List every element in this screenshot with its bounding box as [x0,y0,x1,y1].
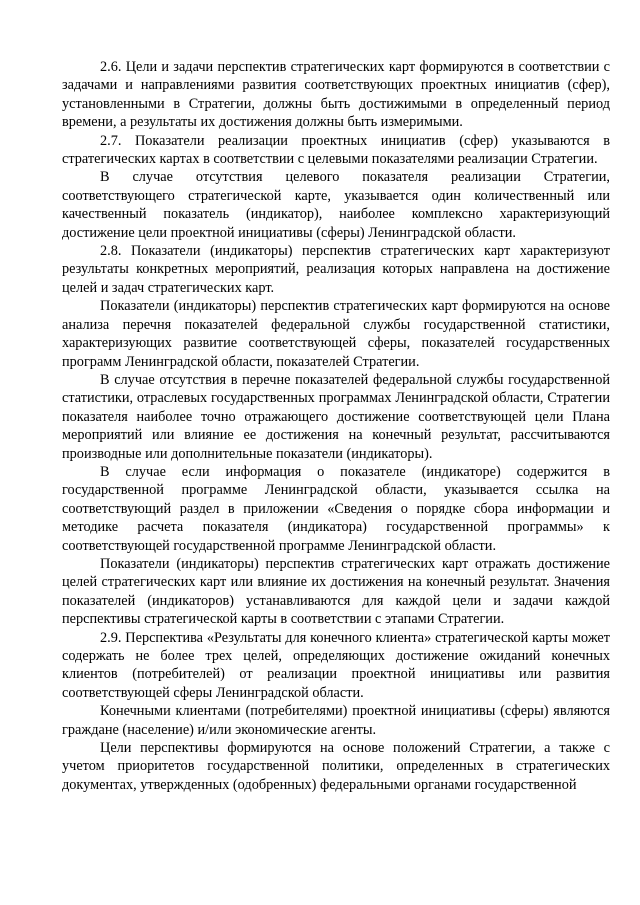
paragraph-2-7: 2.7. Показатели реализации проектных инициатив (сфер) указываются в стратегических картах в соответствии с целевыми показателями реализации Стратегии. [62,132,610,168]
paragraph-2-8-values: Показатели (индикаторы) перспектив стратегических карт отражать достижение целей стратегических карт или влияние их достижения на конечный результат. Значения показателей (индикаторов) устанавливаются для каждой цели и задачи каждой перспективы стратегической карты в соответствии с этапами Стратегии. [62,555,610,628]
document-page [62,58,610,794]
paragraph-2-9: 2.9. Перспектива «Результаты для конечного клиента» стратегической карты может содержать не более трех целей, определяющих достижение ожиданий конечных клиентов (потребителей) от реализации проектной инициативы или развития соответствующей сферы Ленинградской области. [62,629,610,701]
paragraph-2-8-reference: В случае если информация о показателе (индикаторе) содержится в государственной программе Ленинградской области, указывается ссылка на соответствующий раздел в приложении «Сведения о порядке сбора информации и методике расчета показателя (индикатора) государственной программы» к соответствующей государственной программе Ленинградской области. [62,463,610,554]
paragraph-2-7-no-target-indicator: В случае отсутствия целевого показателя реализации Стратегии, соответствующего стратегической карте, указывается один количественный или качественный показатель (индикатор), наиболее комплексно характеризующий достижение цели проектной инициативы (сферы) Ленинградской области. [62,169,610,241]
paragraph-2-8: 2.8. Показатели (индикаторы) перспектив стратегических карт характеризуют результаты конкретных мероприятий, реализация которых направлена на достижение целей и задач стратегических карт. [62,243,610,296]
paragraph-2-8-derived-indicators: В случае отсутствия в перечне показателей федеральной службы государственной статистики, отраслевых государственных программах Ленинградской области, Стратегии показателя наиболее точно отражающего достижение соответствующей цели Плана мероприятий или влияние ее достижения на конечный результат, рассчитываются производные или дополнительные показатели (индикаторы). [62,371,610,462]
paragraph-2-6: 2.6. Цели и задачи перспектив стратегических карт формируются в соответствии с задачами и направлениями развития соответствующих проектных инициатив (сфер), установленными в Стратегии, должны быть достижимыми в определенный период времени, а результаты их достижения должны быть измеримыми. [62,59,610,131]
paragraph-2-9-clients: Конечными клиентами (потребителями) проектной инициативы (сферы) являются граждане (население) и/или экономические агенты. [62,703,610,738]
paragraph-2-8-formation: Показатели (индикаторы) перспектив стратегических карт формируются на основе анализа перечня показателей федеральной службы государственной статистики, характеризующих развитие соответствующей сферы, показателей государственных программ Ленинградской области, показателей Стратегии. [62,298,610,370]
paragraph-2-9-goals: Цели перспективы формируются на основе положений Стратегии, а также с учетом приоритетов государственной политики, определенных в стратегических документах, утвержденных (одобренных) федеральными органами государственной [62,740,610,793]
